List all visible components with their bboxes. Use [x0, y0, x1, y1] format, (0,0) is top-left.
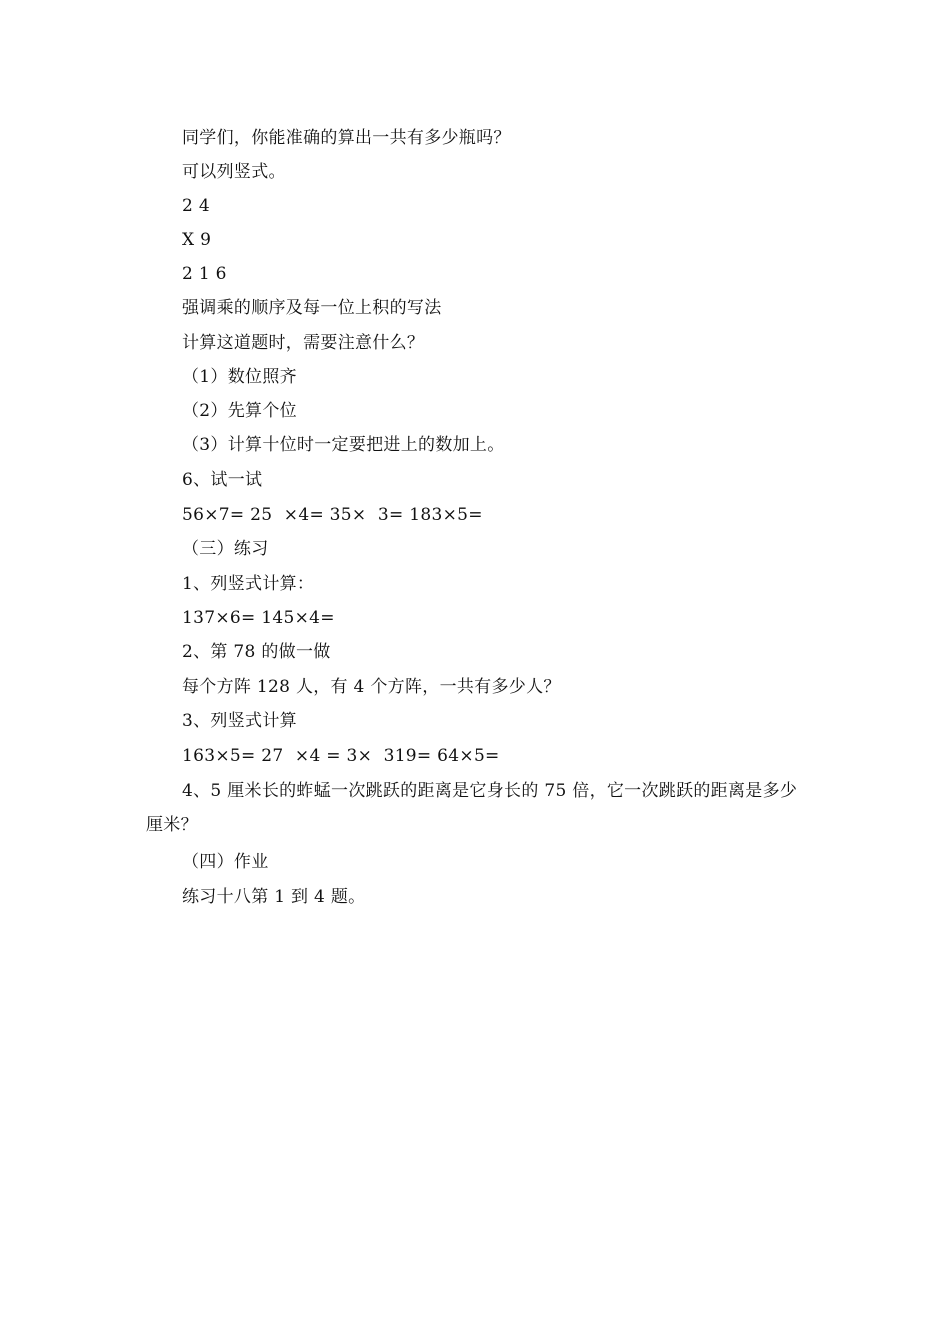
text-line: 3、列竖式计算 — [182, 711, 297, 731]
text-line: （三）练习 — [182, 539, 269, 559]
text-line: 每个方阵 128 人，有 4 个方阵，一共有多少人？ — [182, 677, 561, 697]
text-line: 练习十八第 1 到 4 题。 — [182, 887, 366, 907]
text-line: X 9 — [182, 230, 212, 250]
text-line: 137×6= 145×4= — [182, 608, 335, 628]
text-line: 强调乘的顺序及每一位上积的写法 — [182, 298, 442, 318]
text-line: 计算这道题时，需要注意什么？ — [182, 333, 425, 353]
text-line: 6、试一试 — [182, 470, 263, 490]
text-line: 1、列竖式计算： — [182, 574, 315, 594]
text-line: （1）数位照齐 — [182, 367, 297, 387]
text-line: 56×7= 25 ×4= 35× 3= 183×5= — [182, 505, 483, 525]
text-line: （2）先算个位 — [182, 401, 297, 421]
text-line: 可以列竖式。 — [182, 162, 286, 182]
text-line: 163×5= 27 ×4 = 3× 319= 64×5= — [182, 746, 500, 766]
text-line: 2、第 78 的做一做 — [182, 642, 331, 662]
text-paragraph: 4、5 厘米长的蚱蜢一次跳跃的距离是它身长的 75 倍，它一次跳跃的距离是多少厘米？ — [146, 781, 798, 835]
text-line: 2 1 6 — [182, 264, 227, 284]
text-line: 2 4 — [182, 196, 210, 216]
text-line: （四）作业 — [182, 852, 269, 872]
text-line: （3）计算十位时一定要把进上的数加上。 — [182, 435, 505, 455]
text-line: 同学们，你能准确的算出一共有多少瓶吗？ — [182, 128, 511, 148]
